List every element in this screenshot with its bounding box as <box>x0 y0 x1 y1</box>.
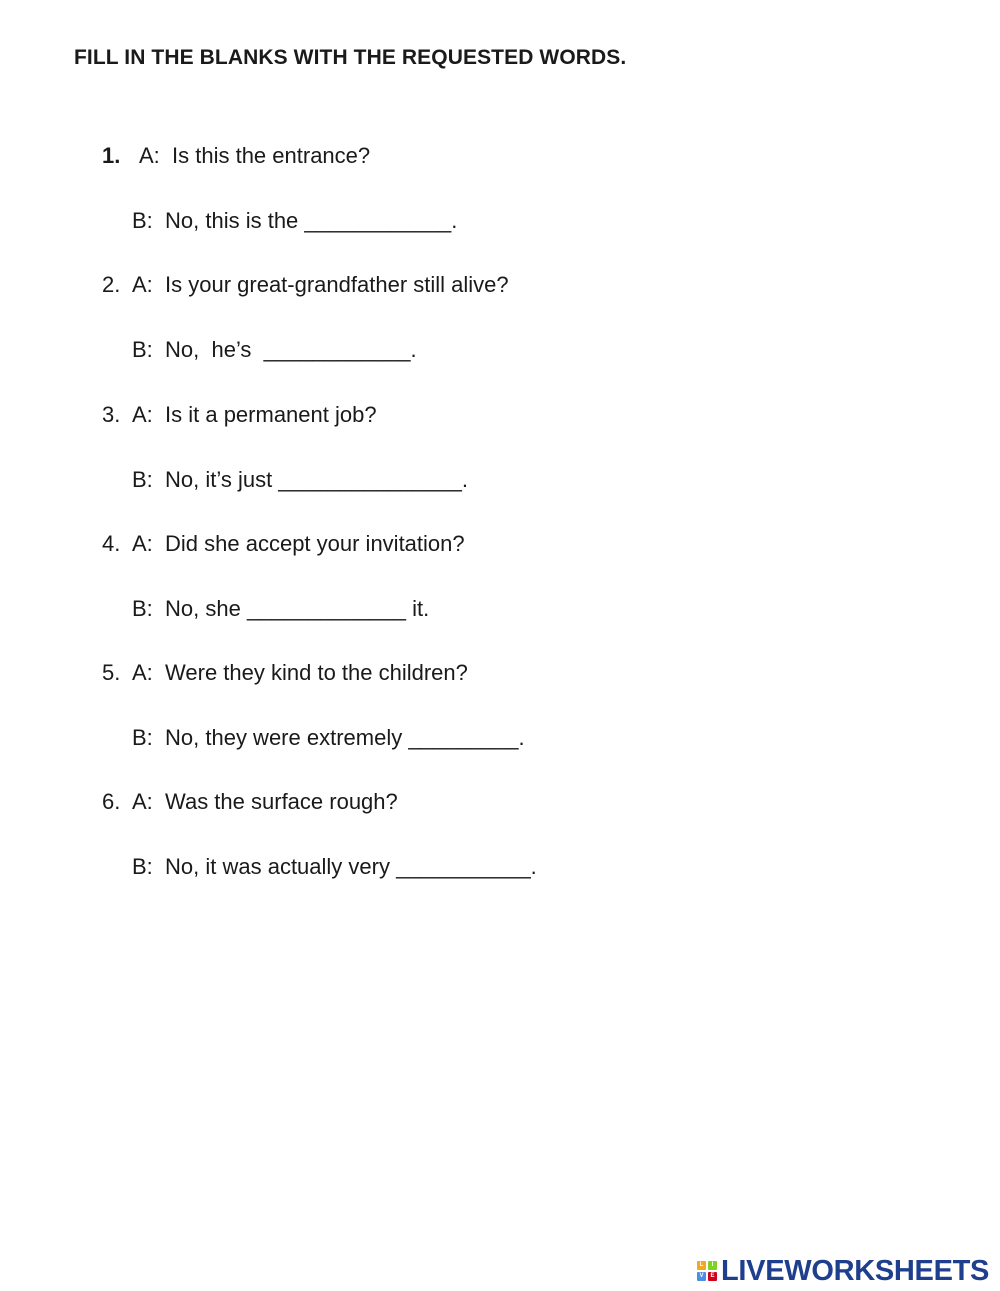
logo-text: LIVEWORKSHEETS <box>721 1254 990 1287</box>
worksheet-title: FILL IN THE BLANKS WITH THE REQUESTED WORDS. <box>74 46 627 69</box>
question-a: A: Were they kind to the children? <box>132 660 468 685</box>
item-number: 6. <box>102 789 121 814</box>
question-a: A: Was the surface rough? <box>132 789 398 814</box>
logo-block: E <box>708 1272 717 1281</box>
answer-b: B: No, he’s ____________. <box>132 337 417 362</box>
logo-block: V <box>697 1272 706 1281</box>
question-a: A: Is this the entrance? <box>139 143 371 168</box>
logo-block: I <box>708 1261 717 1270</box>
answer-b: B: No, it was actually very ___________. <box>132 854 537 879</box>
answer-b: B: No, it’s just _______________. <box>132 467 468 492</box>
question-a: A: Is your great-grandfather still alive? <box>132 272 509 297</box>
item-number: 4. <box>102 531 121 556</box>
item-number: 2. <box>102 272 121 297</box>
liveworksheets-logo-icon <box>697 1261 717 1281</box>
answer-b: B: No, she _____________ it. <box>132 596 430 621</box>
answer-b: B: No, this is the ____________. <box>132 208 458 233</box>
item-number: 1. <box>102 143 121 168</box>
question-a: A: Is it a permanent job? <box>132 402 377 427</box>
liveworksheets-logo <box>697 1256 989 1286</box>
question-a: A: Did she accept your invitation? <box>132 531 465 556</box>
logo-block: L <box>697 1261 706 1270</box>
item-number: 5. <box>102 660 121 685</box>
item-number: 3. <box>102 402 121 427</box>
answer-b: B: No, they were extremely _________. <box>132 725 525 750</box>
